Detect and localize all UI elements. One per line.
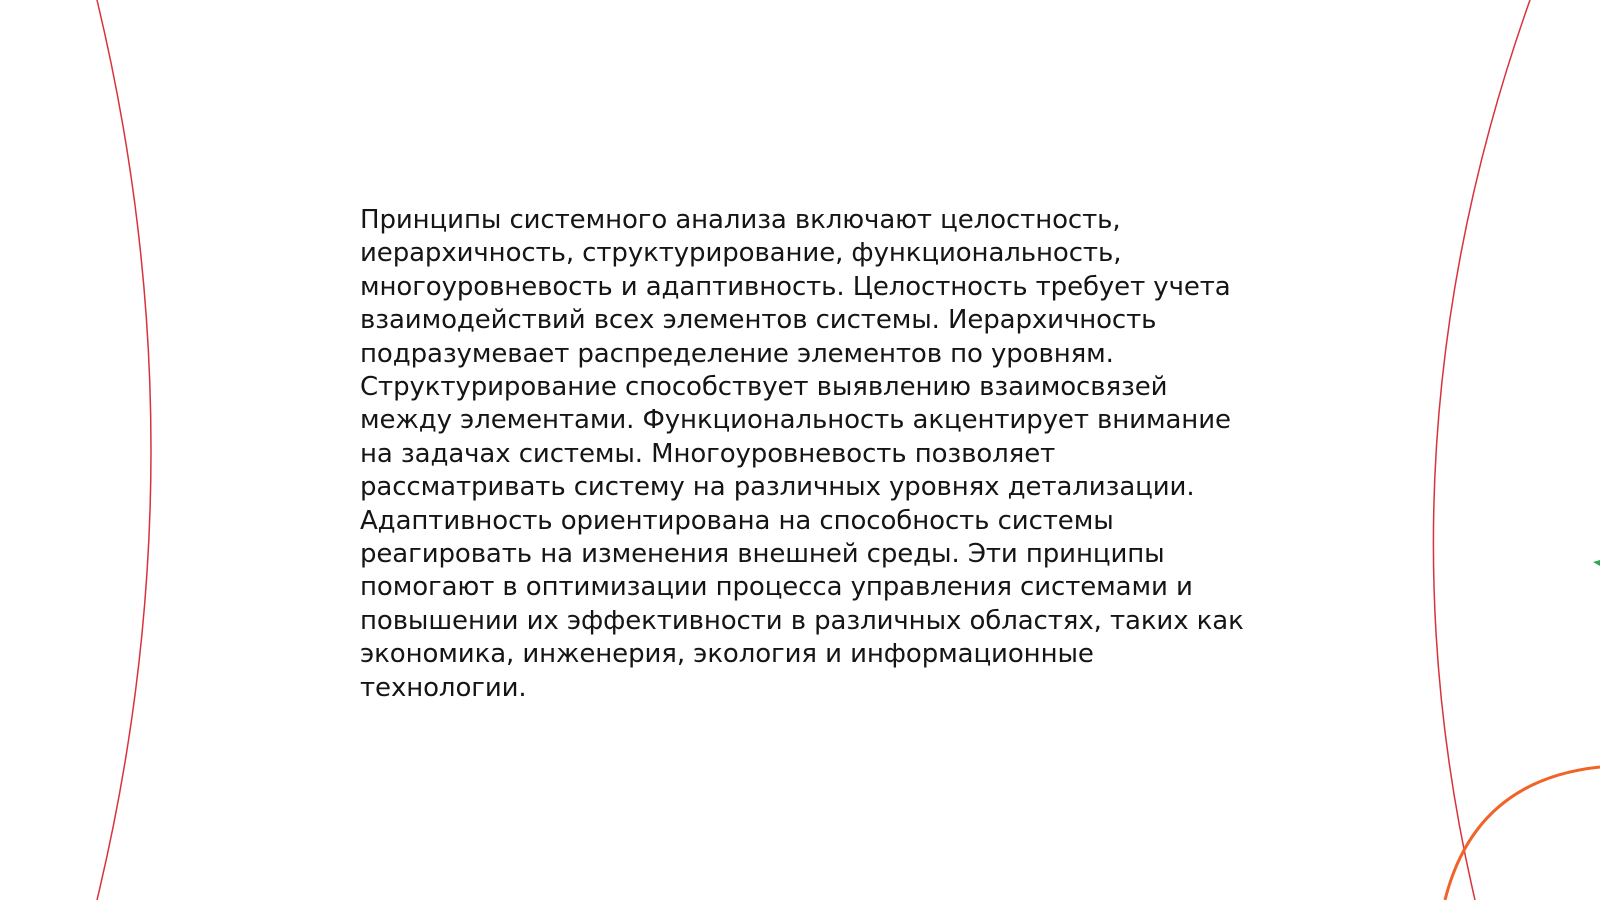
right-red-arc [1433, 0, 1530, 900]
orange-arc [1445, 767, 1600, 900]
green-accent [1593, 560, 1600, 566]
body-text: Принципы системного анализа включают целостность, иерархичность, структурирование, функциональность, многоуровневость и адаптивность. Целостность требует учета взаимодействий всех элементов системы. Иерархичность подразумевает распределение элементов по уровням. Структурирование способствует выявлению взаимосвязей между элементами. Функциональность акцентирует внимание на задачах системы. Многоуровневость позволяет рассматривать систему на различных уровнях детализации. Адаптивность ориентирована на способность системы реагировать на изменения внешней среды. Эти принципы помогают в оптимизации процесса управления системами и повышении их эффективности в различных областях, таких как экономика, инженерия, экология и информационные технологии. [360, 205, 1244, 703]
left-red-arc [97, 0, 151, 900]
